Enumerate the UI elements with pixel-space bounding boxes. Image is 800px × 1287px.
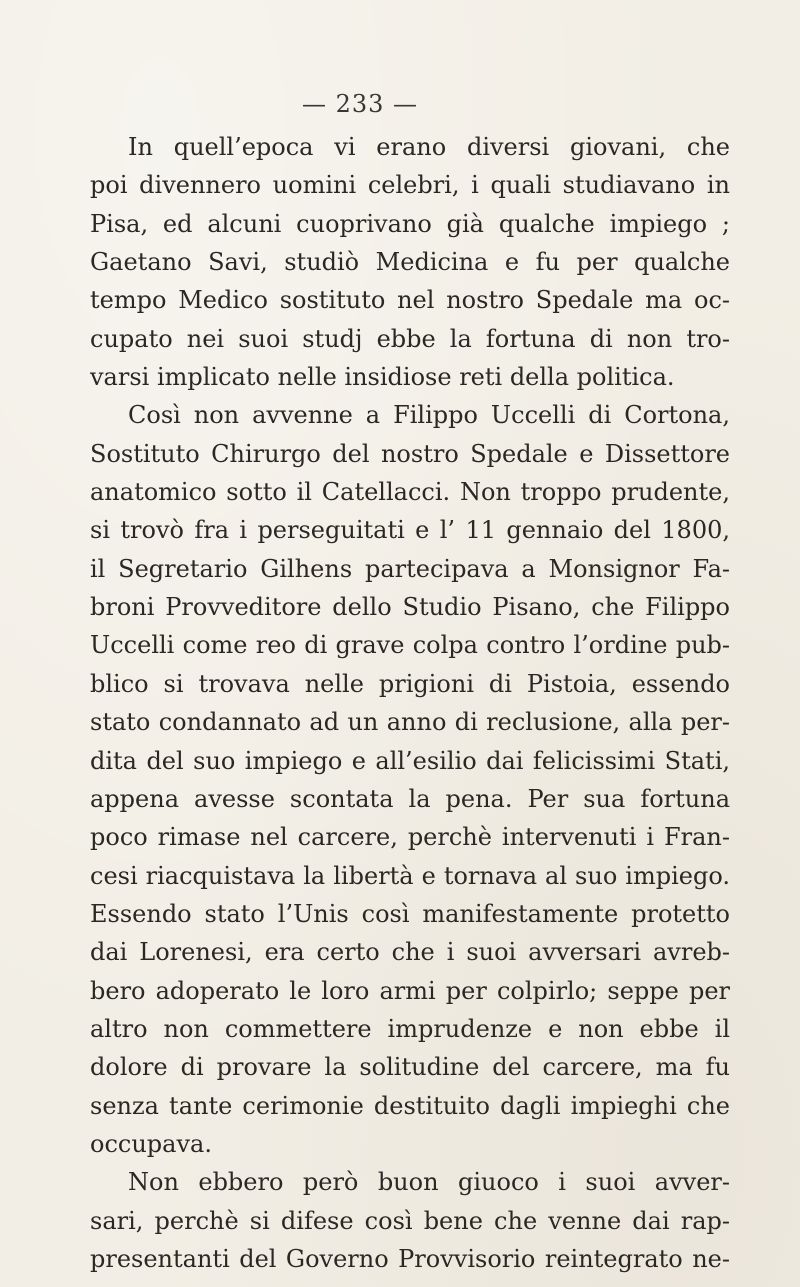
text-line: si trovò fra i perseguitati e l’ 11 gennaio del 1800, (90, 516, 730, 545)
text-line: Non ebbero però buon giuoco i suoi avver- (128, 1168, 730, 1197)
text-line: broni Provveditore dello Studio Pisano, che Filippo (90, 593, 730, 622)
text-line: varsi implicato nelle insidiose reti della politica. (90, 363, 675, 392)
text-line: Uccelli come reo di grave colpa contro l’ordine pub- (90, 631, 730, 660)
text-line: altro non commettere imprudenze e non ebbe il (90, 1014, 730, 1043)
text-line: blico si trovava nelle prigioni di Pistoia, essendo (90, 669, 730, 698)
text-line: Gaetano Savi, studiò Medicina e fu per qualche (90, 248, 730, 277)
body-text (90, 128, 730, 1278)
text-line: cesi riacquistava la libertà e tornava al suo impiego. (90, 861, 730, 890)
text-line: presentanti del Governo Provvisorio reintegrato ne- (90, 1244, 730, 1273)
text-line: cupato nei suoi studj ebbe la fortuna di non tro- (90, 324, 730, 353)
text-line: bero adoperato le loro armi per colpirlo; seppe per (90, 976, 730, 1005)
page-number: — 233 — (301, 90, 419, 118)
text-line: dai Lorenesi, era certo che i suoi avversari avreb- (90, 938, 730, 967)
text-line: dolore di provare la solitudine del carcere, ma fu (90, 1053, 730, 1082)
text-line: In quell’epoca vi erano diversi giovani, che (128, 133, 730, 161)
text-line: Così non avvenne a Filippo Uccelli di Cortona, (128, 401, 730, 430)
text-line: poco rimase nel carcere, perchè intervenuti i Fran- (90, 823, 730, 852)
text-line: Essendo stato l’Unis così manifestamente protetto (90, 899, 730, 928)
text-line: Pisa, ed alcuni cuoprivano già qualche impiego ; (90, 209, 730, 238)
text-line: appena avesse scontata la pena. Per sua fortuna (90, 784, 730, 813)
text-line: dita del suo impiego e all’esilio dai felicissimi Stati, (90, 746, 730, 775)
text-line: sari, perchè si difese così bene che venne dai rap- (90, 1206, 730, 1235)
text-line: poi divennero uomini celebri, i quali studiavano in (90, 171, 730, 200)
text-line: Sostituto Chirurgo del nostro Spedale e Dissettore (90, 439, 730, 468)
text-line: stato condannato ad un anno di reclusione, alla per- (90, 708, 730, 737)
text-line: il Segretario Gilhens partecipava a Monsignor Fa- (90, 554, 730, 583)
text-line: tempo Medico sostituto nel nostro Spedale ma oc- (90, 286, 730, 315)
text-line: senza tante cerimonie destituito dagli impieghi che (90, 1091, 730, 1120)
text-line: occupava. (90, 1129, 212, 1158)
text-line: anatomico sotto il Catellacci. Non troppo prudente, (90, 478, 730, 507)
